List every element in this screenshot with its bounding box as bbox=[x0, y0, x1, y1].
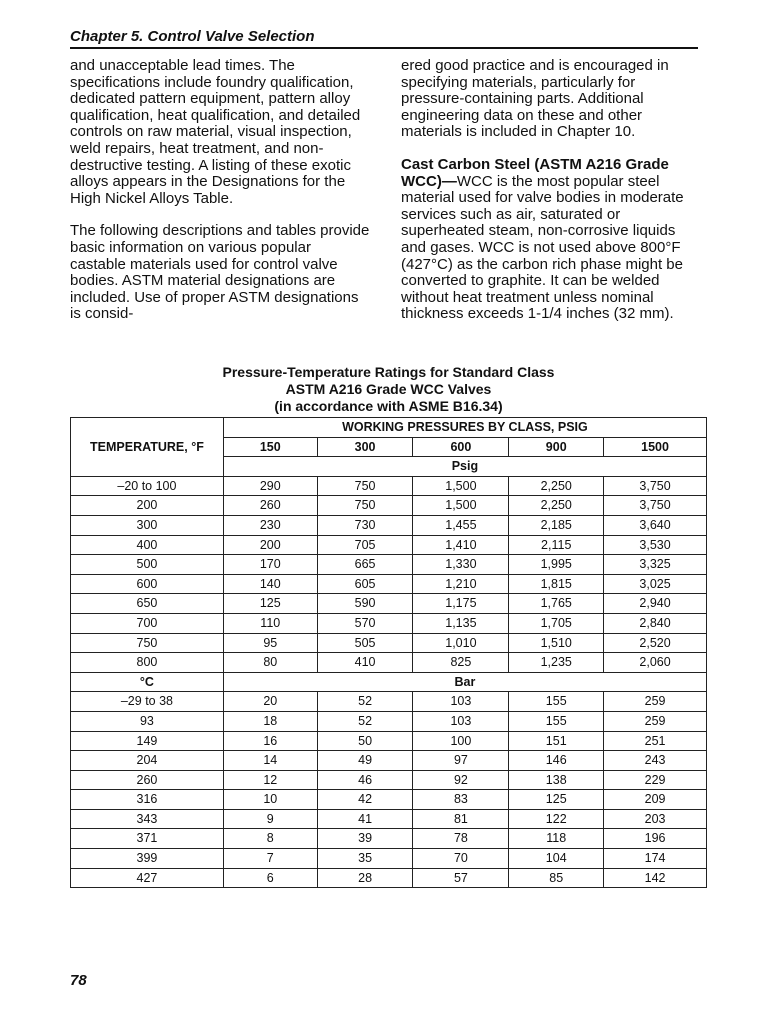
pressure-cell: 3,025 bbox=[604, 574, 707, 594]
temperature-cell: 371 bbox=[71, 829, 224, 849]
left-paragraph-2: The following descriptions and tables provide basic information on various popular castable materials used for control valve bodies. ASTM material designations are included. Use of proper ASTM designations is consid- bbox=[70, 222, 370, 323]
pressure-cell: 39 bbox=[317, 829, 413, 849]
pressure-cell: 14 bbox=[223, 751, 317, 771]
pressure-cell: 42 bbox=[317, 790, 413, 810]
temperature-cell: 800 bbox=[71, 653, 224, 673]
pressure-cell: 1,765 bbox=[509, 594, 604, 614]
pressure-cell: 825 bbox=[413, 653, 509, 673]
pressure-cell: 9 bbox=[223, 809, 317, 829]
pressure-cell: 590 bbox=[317, 594, 413, 614]
table-row bbox=[71, 711, 707, 731]
pressure-cell: 750 bbox=[317, 496, 413, 516]
table-row bbox=[71, 751, 707, 771]
right-paragraph-1: ered good practice and is encouraged in specifying materials, particularly for pressure-containing parts. Additional engineering data on these and other materials is included in Chapter 10. bbox=[401, 57, 669, 141]
pressure-cell: 2,940 bbox=[604, 594, 707, 614]
pressure-cell: 170 bbox=[223, 555, 317, 575]
temperature-cell: 260 bbox=[71, 770, 224, 790]
pressure-temperature-table bbox=[70, 417, 707, 888]
class-header: 600 bbox=[413, 437, 509, 457]
pressure-cell: 730 bbox=[317, 515, 413, 535]
pressure-cell: 81 bbox=[413, 809, 509, 829]
wcc-heading: Cast Carbon Steel (ASTM A216 Grade WCC)— bbox=[401, 155, 669, 190]
left-paragraph-1: and unacceptable lead times. The specifications include foundry qualification, dedicated pattern equipment, pattern alloy qualification, heat qualification, and detailed controls on raw material, visual inspection, weld repairs, heat treatment, and non-destructive testing. A listing of these exotic alloys appears in the Designations for the High Nickel Alloys Table. bbox=[70, 57, 361, 207]
pressure-cell: 1,135 bbox=[413, 613, 509, 633]
temperature-cell: –20 to 100 bbox=[71, 476, 224, 496]
temperature-cell: 343 bbox=[71, 809, 224, 829]
table-row bbox=[71, 829, 707, 849]
pressure-cell: 10 bbox=[223, 790, 317, 810]
table-title-line-2: ASTM A216 Grade WCC Valves bbox=[285, 381, 492, 397]
pressure-cell: 3,325 bbox=[604, 555, 707, 575]
temperature-cell: 200 bbox=[71, 496, 224, 516]
pressure-cell: 1,210 bbox=[413, 574, 509, 594]
table-title-line-1: Pressure-Temperature Ratings for Standard Class bbox=[222, 364, 555, 380]
class-header: 300 bbox=[317, 437, 413, 457]
pressure-cell: 125 bbox=[223, 594, 317, 614]
pressure-cell: 140 bbox=[223, 574, 317, 594]
pressure-cell: 3,640 bbox=[604, 515, 707, 535]
pressure-cell: 41 bbox=[317, 809, 413, 829]
table-row bbox=[71, 770, 707, 790]
pressure-cell: 209 bbox=[604, 790, 707, 810]
pressure-cell: 16 bbox=[223, 731, 317, 751]
temperature-cell: 427 bbox=[71, 868, 224, 888]
pressure-cell: 49 bbox=[317, 751, 413, 771]
pressure-cell: 259 bbox=[604, 692, 707, 712]
pressure-cell: 155 bbox=[509, 692, 604, 712]
table-header-row-1 bbox=[71, 418, 707, 438]
table-row bbox=[71, 496, 707, 516]
pressure-cell: 1,010 bbox=[413, 633, 509, 653]
right-paragraph-2 bbox=[401, 157, 699, 323]
pressure-cell: 290 bbox=[223, 476, 317, 496]
pressure-cell: 118 bbox=[509, 829, 604, 849]
pressure-cell: 20 bbox=[223, 692, 317, 712]
pressure-cell: 3,530 bbox=[604, 535, 707, 555]
pressure-cell: 196 bbox=[604, 829, 707, 849]
pressure-cell: 100 bbox=[413, 731, 509, 751]
temperature-cell: 399 bbox=[71, 849, 224, 869]
working-pressures-header: WORKING PRESSURES BY CLASS, PSIG bbox=[223, 418, 706, 438]
pressure-cell: 505 bbox=[317, 633, 413, 653]
celsius-unit-label: °C bbox=[71, 672, 224, 692]
temperature-cell: 700 bbox=[71, 613, 224, 633]
pressure-cell: 125 bbox=[509, 790, 604, 810]
pressure-cell: 1,815 bbox=[509, 574, 604, 594]
pressure-cell: 12 bbox=[223, 770, 317, 790]
pressure-cell: 57 bbox=[413, 868, 509, 888]
temperature-cell: 204 bbox=[71, 751, 224, 771]
pressure-cell: 2,250 bbox=[509, 496, 604, 516]
pressure-cell: 2,520 bbox=[604, 633, 707, 653]
pressure-cell: 1,705 bbox=[509, 613, 604, 633]
pressure-cell: 230 bbox=[223, 515, 317, 535]
pressure-cell: 1,500 bbox=[413, 496, 509, 516]
pressure-cell: 570 bbox=[317, 613, 413, 633]
pressure-cell: 251 bbox=[604, 731, 707, 751]
table-title bbox=[70, 364, 707, 415]
pressure-cell: 2,840 bbox=[604, 613, 707, 633]
psig-section bbox=[71, 476, 707, 672]
pressure-cell: 1,995 bbox=[509, 555, 604, 575]
table-row bbox=[71, 476, 707, 496]
bar-section bbox=[71, 692, 707, 888]
temperature-f-header: TEMPERATURE, °F bbox=[71, 418, 224, 477]
table-row bbox=[71, 868, 707, 888]
psig-unit-label: Psig bbox=[223, 457, 706, 477]
pressure-cell: 1,330 bbox=[413, 555, 509, 575]
bar-unit-row bbox=[71, 672, 707, 692]
pressure-cell: 85 bbox=[509, 868, 604, 888]
class-header: 900 bbox=[509, 437, 604, 457]
table-row bbox=[71, 613, 707, 633]
pressure-cell: 46 bbox=[317, 770, 413, 790]
pressure-cell: 3,750 bbox=[604, 476, 707, 496]
pressure-cell: 151 bbox=[509, 731, 604, 751]
page-number: 78 bbox=[70, 972, 87, 989]
table-row bbox=[71, 594, 707, 614]
table-row bbox=[71, 555, 707, 575]
table-row bbox=[71, 515, 707, 535]
pressure-cell: 203 bbox=[604, 809, 707, 829]
table-row bbox=[71, 692, 707, 712]
pressure-cell: 2,060 bbox=[604, 653, 707, 673]
pressure-cell: 155 bbox=[509, 711, 604, 731]
pressure-cell: 35 bbox=[317, 849, 413, 869]
pressure-cell: 200 bbox=[223, 535, 317, 555]
pressure-cell: 605 bbox=[317, 574, 413, 594]
pressure-cell: 97 bbox=[413, 751, 509, 771]
pressure-cell: 2,185 bbox=[509, 515, 604, 535]
pressure-cell: 142 bbox=[604, 868, 707, 888]
table-title-line-3: (in accordance with ASME B16.34) bbox=[274, 398, 503, 414]
table-row bbox=[71, 809, 707, 829]
pressure-cell: 146 bbox=[509, 751, 604, 771]
pressure-cell: 7 bbox=[223, 849, 317, 869]
temperature-cell: 316 bbox=[71, 790, 224, 810]
pressure-cell: 1,455 bbox=[413, 515, 509, 535]
pressure-cell: 1,410 bbox=[413, 535, 509, 555]
pressure-cell: 104 bbox=[509, 849, 604, 869]
pressure-cell: 229 bbox=[604, 770, 707, 790]
table-row bbox=[71, 535, 707, 555]
table-row bbox=[71, 633, 707, 653]
pressure-cell: 110 bbox=[223, 613, 317, 633]
temperature-cell: 650 bbox=[71, 594, 224, 614]
pressure-cell: 103 bbox=[413, 711, 509, 731]
pressure-cell: 2,250 bbox=[509, 476, 604, 496]
pressure-cell: 70 bbox=[413, 849, 509, 869]
temperature-cell: 93 bbox=[71, 711, 224, 731]
temperature-cell: 500 bbox=[71, 555, 224, 575]
table-row bbox=[71, 849, 707, 869]
pressure-cell: 52 bbox=[317, 692, 413, 712]
pressure-cell: 103 bbox=[413, 692, 509, 712]
pressure-cell: 6 bbox=[223, 868, 317, 888]
pressure-cell: 750 bbox=[317, 476, 413, 496]
pressure-cell: 18 bbox=[223, 711, 317, 731]
pressure-cell: 83 bbox=[413, 790, 509, 810]
temperature-cell: 400 bbox=[71, 535, 224, 555]
table-row bbox=[71, 653, 707, 673]
right-column bbox=[401, 58, 699, 339]
temperature-cell: 750 bbox=[71, 633, 224, 653]
pressure-cell: 50 bbox=[317, 731, 413, 751]
class-header: 1500 bbox=[604, 437, 707, 457]
pressure-cell: 665 bbox=[317, 555, 413, 575]
pressure-cell: 8 bbox=[223, 829, 317, 849]
pressure-cell: 259 bbox=[604, 711, 707, 731]
wcc-body: WCC is the most popular steel material used for valve bodies in moderate services such as air, saturated or superheated steam, non-corrosive liquids and gases. WCC is not used above 800°F (427°C) as the carbon rich phase might be converted to graphite. It can be welded without heat treatment unless nominal thickness exceeds 1-1/4 inches (32 mm). bbox=[401, 172, 684, 323]
pressure-cell: 2,115 bbox=[509, 535, 604, 555]
chapter-header: Chapter 5. Control Valve Selection bbox=[70, 28, 698, 49]
pressure-cell: 28 bbox=[317, 868, 413, 888]
pressure-cell: 1,235 bbox=[509, 653, 604, 673]
table-row bbox=[71, 574, 707, 594]
pressure-cell: 3,750 bbox=[604, 496, 707, 516]
temperature-cell: 149 bbox=[71, 731, 224, 751]
pressure-cell: 52 bbox=[317, 711, 413, 731]
temperature-cell: 300 bbox=[71, 515, 224, 535]
table-row bbox=[71, 731, 707, 751]
pressure-cell: 174 bbox=[604, 849, 707, 869]
bar-unit-section bbox=[71, 672, 707, 692]
pressure-cell: 95 bbox=[223, 633, 317, 653]
pressure-cell: 1,175 bbox=[413, 594, 509, 614]
pressure-cell: 78 bbox=[413, 829, 509, 849]
pressure-cell: 260 bbox=[223, 496, 317, 516]
pressure-cell: 138 bbox=[509, 770, 604, 790]
pressure-cell: 92 bbox=[413, 770, 509, 790]
pressure-cell: 122 bbox=[509, 809, 604, 829]
pressure-cell: 410 bbox=[317, 653, 413, 673]
class-header: 150 bbox=[223, 437, 317, 457]
pressure-cell: 1,510 bbox=[509, 633, 604, 653]
pressure-cell: 80 bbox=[223, 653, 317, 673]
temperature-cell: –29 to 38 bbox=[71, 692, 224, 712]
left-column bbox=[70, 58, 370, 339]
pressure-cell: 1,500 bbox=[413, 476, 509, 496]
pressure-cell: 705 bbox=[317, 535, 413, 555]
temperature-cell: 600 bbox=[71, 574, 224, 594]
bar-unit-label: Bar bbox=[223, 672, 706, 692]
pressure-cell: 243 bbox=[604, 751, 707, 771]
table-row bbox=[71, 790, 707, 810]
